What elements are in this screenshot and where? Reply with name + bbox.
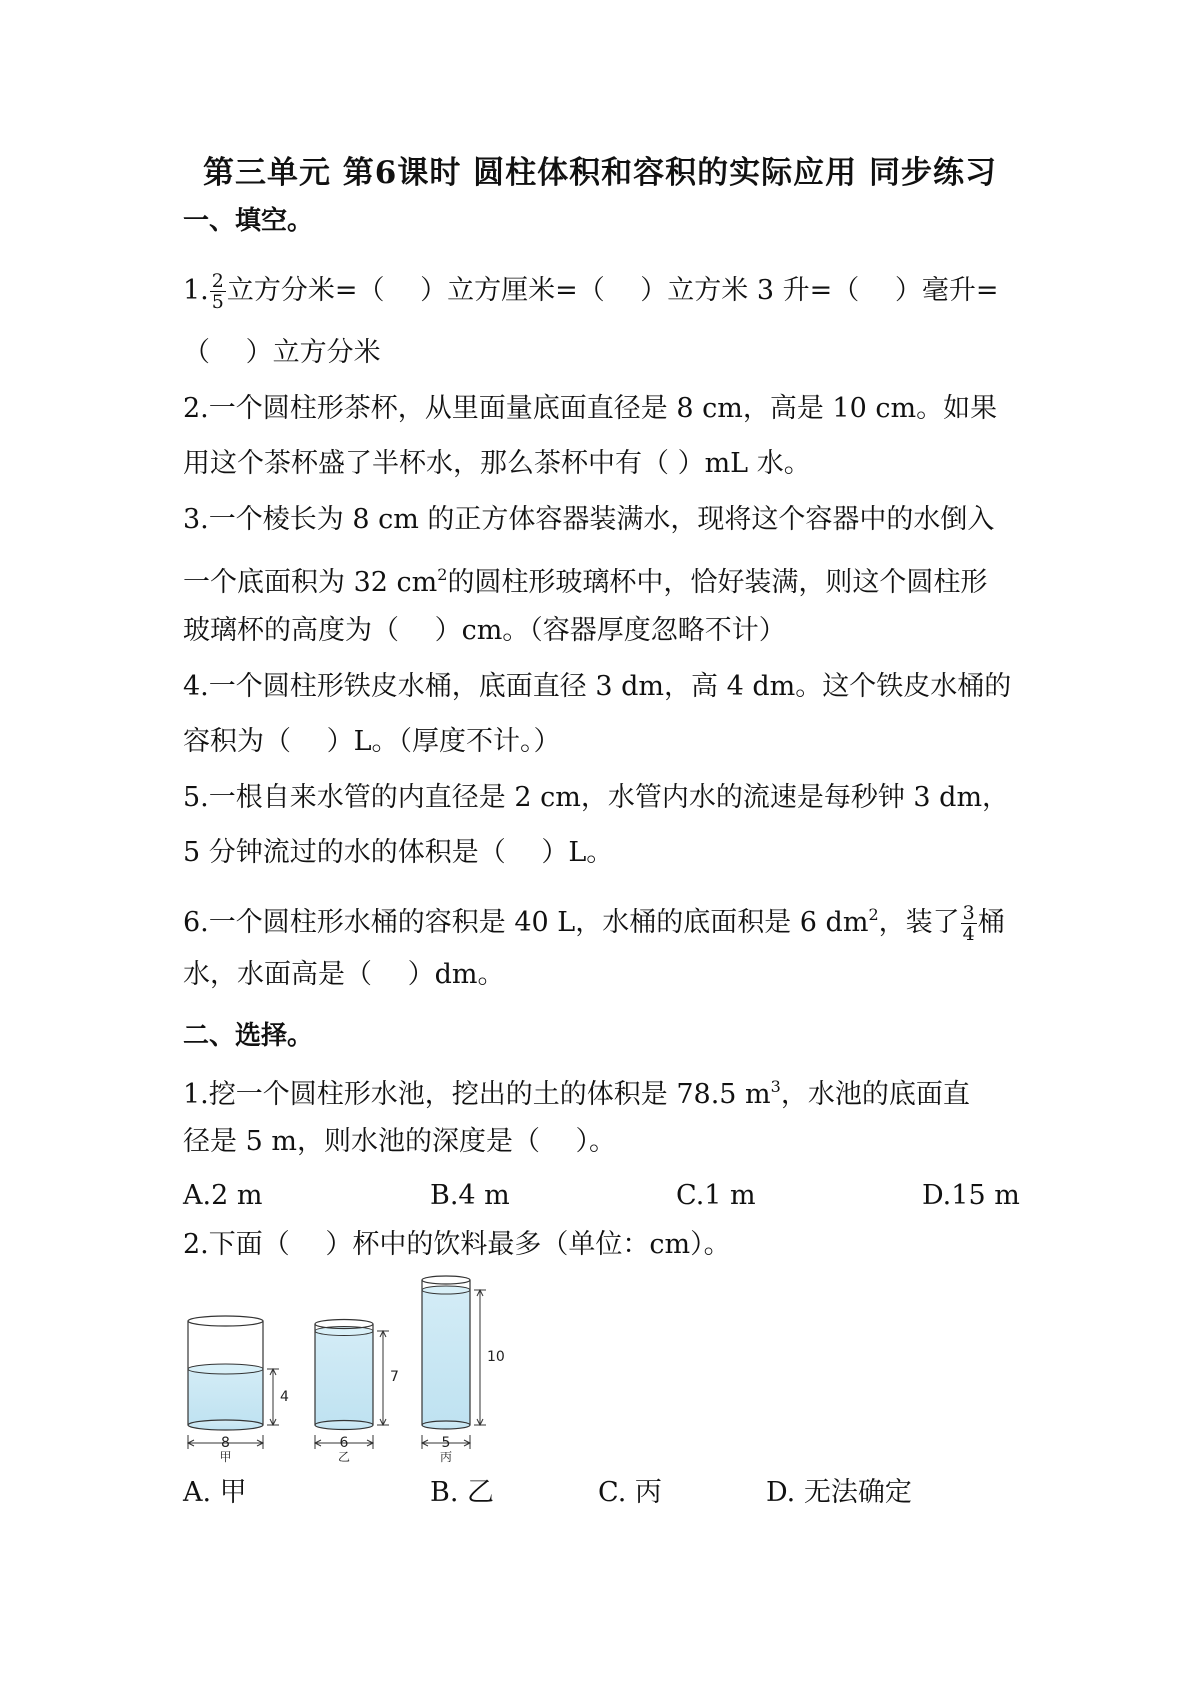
fill-question-2-line-1: 2.一个圆柱形茶杯，从里面量底面直径是 8 cm，高是 10 cm。如果 (183, 393, 998, 424)
cup-jia-water (188, 1369, 263, 1425)
cup-bing-rim (422, 1276, 470, 1284)
cup-yi (315, 1320, 399, 1465)
choice-1-option-d: D.15 m (922, 1180, 1020, 1211)
fill-question-6-line-1 (183, 898, 1005, 944)
fraction-denominator: 4 (962, 923, 975, 945)
fill-question-6-text-a: 6.一个圆柱形水桶的容积是 40 L，水桶的底面积是 6 dm (183, 907, 869, 938)
cup-yi-base (315, 1421, 373, 1430)
fraction-numerator: 2 (211, 270, 224, 292)
cup-bing-base (422, 1421, 470, 1429)
cup-jia-diameter-label: 8 (221, 1435, 230, 1451)
fill-question-3-text-a: 一个底面积为 32 cm (183, 567, 438, 598)
fraction-three-quarters (961, 903, 977, 944)
fill-question-3-line-1: 3.一个棱长为 8 cm 的正方体容器装满水，现将这个容器中的水倒入 (183, 504, 995, 535)
cup-jia-name: 甲 (219, 1450, 232, 1464)
choice-1-option-c: C.1 m (676, 1180, 756, 1211)
cup-yi-height-label: 7 (390, 1369, 399, 1385)
fill-question-3-line-2 (183, 558, 987, 600)
cup-bing-height-label: 10 (487, 1349, 505, 1365)
choice-2-option-c: C. 丙 (598, 1477, 662, 1508)
choice-question-2-line-1: 2.下面（ ）杯中的饮料最多（单位：cm）。 (183, 1229, 731, 1260)
choice-question-1-text-a: 1.挖一个圆柱形水池，挖出的土的体积是 78.5 m (183, 1079, 771, 1110)
cup-yi-diameter-label: 6 (339, 1435, 349, 1451)
fill-question-1-line-2: （ ）立方分米 (183, 337, 381, 368)
cup-yi-water (315, 1331, 373, 1425)
fill-question-6-line-2: 水，水面高是（ ）dm。 (183, 959, 505, 990)
fill-question-4-line-1: 4.一个圆柱形铁皮水桶，底面直径 3 dm，高 4 dm。这个铁皮水桶的 (183, 671, 1012, 702)
cup-jia-water-surface (188, 1364, 263, 1374)
fill-question-3-text-b: 的圆柱形玻璃杯中，恰好装满，则这个圆柱形 (447, 567, 988, 598)
choice-question-1-text-b: ，水池的底面直 (780, 1079, 970, 1110)
choice-1-option-a: A.2 m (183, 1180, 263, 1211)
section-choice-heading: 二、选择。 (183, 1021, 314, 1051)
fill-question-1-number: 1. (183, 275, 209, 306)
choice-2-option-d: D. 无法确定 (766, 1477, 912, 1508)
cup-yi-water-surface (315, 1327, 373, 1336)
fill-question-3-line-3: 玻璃杯的高度为（ ）cm。（容器厚度忽略不计） (183, 615, 786, 646)
section-fill-blank-heading: 一、填空。 (183, 206, 314, 236)
fraction-numerator: 3 (962, 902, 975, 924)
choice-question-1-line-2: 径是 5 m，则水池的深度是（ ）。 (183, 1126, 617, 1157)
cup-jia (188, 1316, 289, 1464)
page-title: 第三单元 第6课时 圆柱体积和容积的实际应用 同步练习 (203, 155, 997, 191)
fill-question-5-line-2: 5 分钟流过的水的体积是（ ）L。 (183, 837, 614, 868)
fill-question-6-text-c: 桶 (977, 907, 1005, 938)
cup-jia-rim (188, 1316, 263, 1326)
choice-2-option-a: A. 甲 (183, 1477, 247, 1508)
fraction-denominator: 5 (211, 291, 224, 313)
choice-2-option-b: B. 乙 (430, 1477, 495, 1508)
cube-superscript: 3 (770, 1077, 781, 1096)
fill-question-2-line-2: 用这个茶杯盛了半杯水，那么茶杯中有（ ）mL 水。 (183, 448, 811, 479)
fraction-two-fifths (210, 271, 226, 312)
fill-question-5-line-1: 5.一根自来水管的内直径是 2 cm，水管内水的流速是每秒钟 3 dm， (183, 782, 1010, 813)
choice-question-1-line-1 (183, 1070, 970, 1112)
fill-question-6-text-b: ，装了 (878, 907, 960, 938)
cups-figure (183, 1275, 523, 1465)
fill-question-1-text: 立方分米=（ ）立方厘米=（ ）立方米 3 升=（ ）毫升= (226, 275, 999, 306)
cup-yi-name: 乙 (337, 1450, 351, 1464)
cup-bing-water-surface (422, 1286, 470, 1294)
square-superscript: 2 (437, 565, 448, 584)
cup-bing-water (422, 1290, 470, 1425)
cup-jia-height-label: 4 (280, 1389, 289, 1405)
cup-jia-base (188, 1420, 263, 1430)
square-superscript: 2 (868, 905, 879, 924)
fill-question-1-line-1 (183, 271, 998, 312)
cup-bing-name: 丙 (439, 1450, 453, 1464)
cup-bing-diameter-label: 5 (441, 1435, 451, 1451)
fill-question-4-line-2: 容积为（ ）L。（厚度不计。） (183, 726, 561, 757)
choice-1-option-b: B.4 m (430, 1180, 510, 1211)
cup-bing (422, 1276, 505, 1464)
